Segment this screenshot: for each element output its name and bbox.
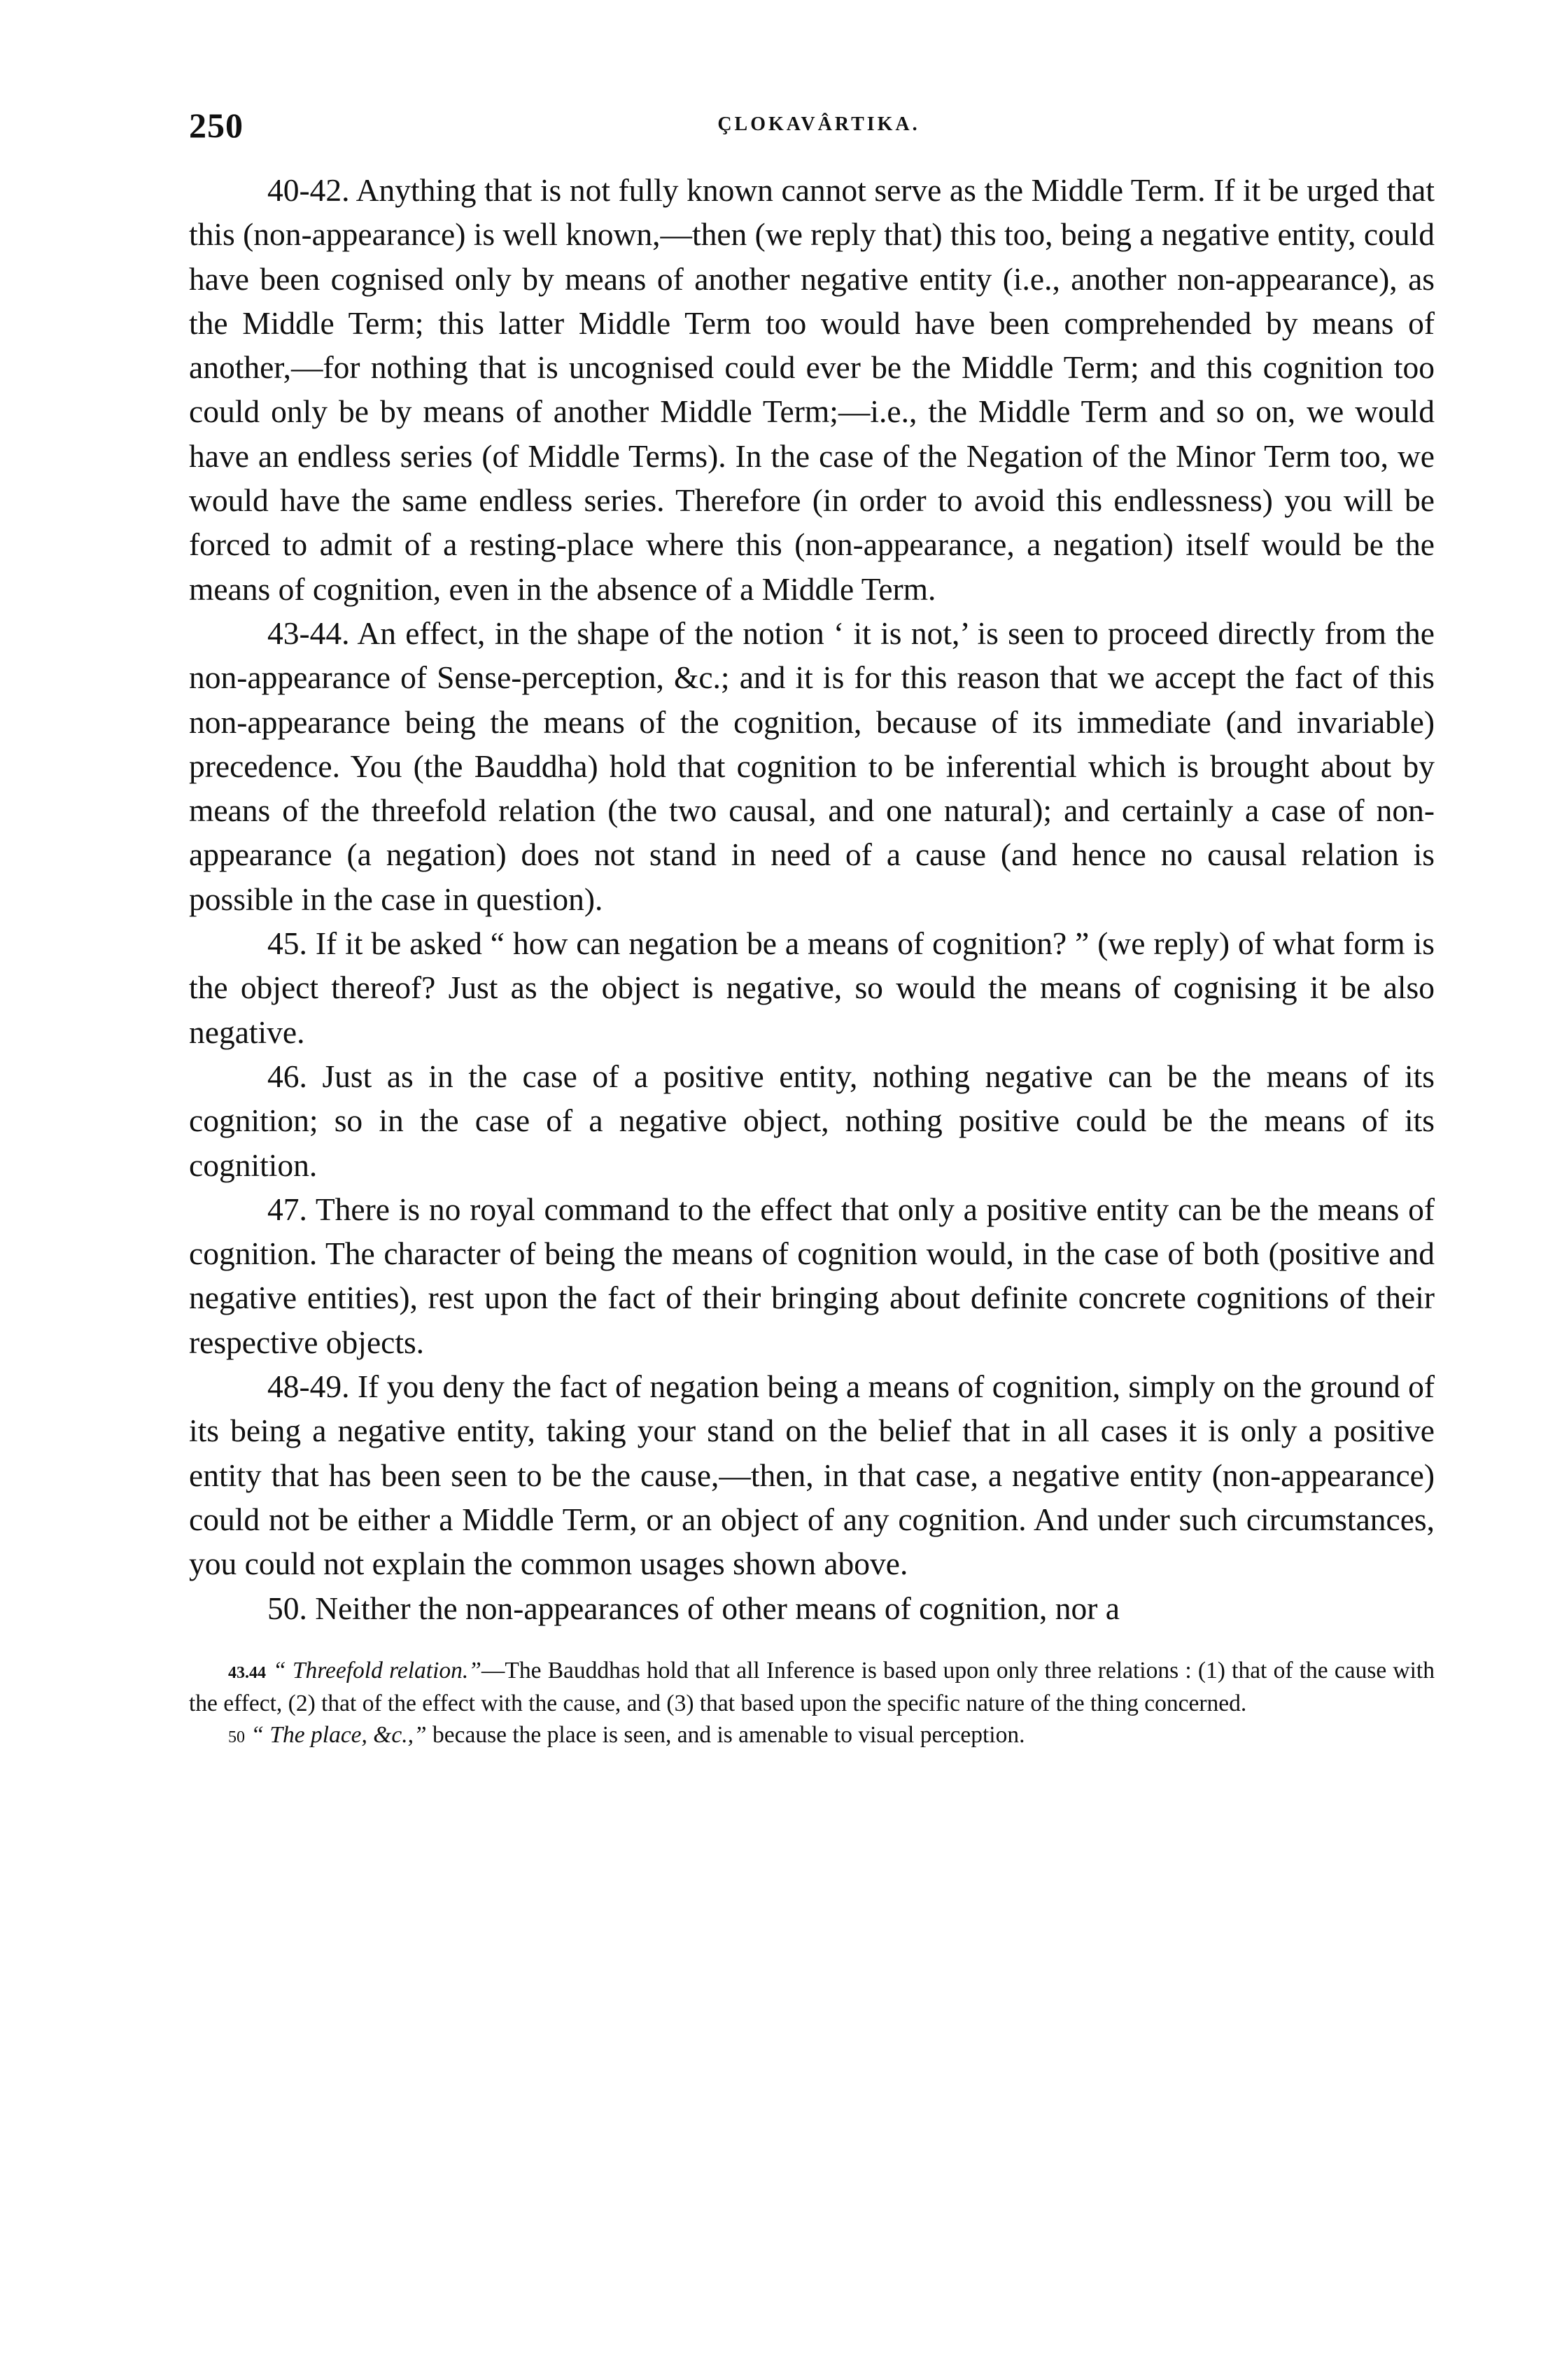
verse-number: 40-42. — [267, 172, 350, 208]
paragraph-43-44 — [189, 611, 1435, 921]
footnote-43-44 — [189, 1656, 1435, 1720]
running-title: ÇLOKAVÂRTIKA. — [717, 113, 920, 135]
footnote-marker: 43.44 — [228, 1663, 266, 1682]
paragraph-text: There is no royal command to the effect that only a positive entity can be the means of cognition. The character of being the means of cognition would, in the case of both (positive and negative entities), rest upon the fact of their bringing about definite concrete cognitions of their respective objects. — [189, 1191, 1435, 1360]
paragraph-text: Just as in the case of a positive entity, nothing negative can be the means of its cognition; so in the case of a negative object, nothing positive could be the means of its cognition. — [189, 1058, 1435, 1183]
paragraph-text: An effect, in the shape of the notion ‘ it is not,’ is seen to proceed directly from the non-appearance of Sense-perception, &c.; and it is for this reason that we accept the fact of this non-appearance being the means of the cognition, because of its immediate (and invariable) precedence. You (the Bauddha) hold that cognition to be inferential which is brought about by means of the threefold relation (the two causal, and one natural); and certainly a case of non-appearance (a negation) does not stand in need of a cause (and hence no causal relation is possible in the case in question). — [189, 615, 1435, 917]
verse-number: 50. — [267, 1590, 307, 1626]
footnote-text: —The Bauddhas hold that all Inference is based upon only three relations : (1) that of the cause with the effect, (2) that of the effect with the cause, and (3) that based upon the specific nature of the thing concerned. — [189, 1657, 1435, 1717]
paragraph-47 — [189, 1187, 1435, 1364]
paragraph-46 — [189, 1054, 1435, 1187]
verse-number: 43-44. — [267, 615, 350, 651]
running-head — [189, 105, 1435, 168]
paragraph-text: Neither the non-appearances of other means of cognition, nor a — [315, 1590, 1120, 1626]
footnote-marker: 50 — [228, 1728, 245, 1746]
paragraph-50 — [189, 1586, 1435, 1630]
paragraph-48-49 — [189, 1364, 1435, 1586]
body-text — [189, 168, 1435, 1630]
verse-number: 45. — [267, 925, 307, 962]
verse-number: 48-49. — [267, 1368, 350, 1405]
paragraph-40-42 — [189, 168, 1435, 611]
paragraph-text: If you deny the fact of negation being a means of cognition, simply on the ground of its being a negative entity, taking your stand on the belief that in all cases it is only a positive entity that has been seen to be the cause,—then, in that case, a negative entity (non-appearance) could not be either a Middle Term, or an object of any cognition. And under such circumstances, you could not explain the common usages shown above. — [189, 1368, 1435, 1582]
page-number: 250 — [189, 106, 244, 145]
footnotes — [189, 1656, 1435, 1754]
footnote-quote: “ The place, &c.,” — [251, 1721, 427, 1748]
footnote-50 — [189, 1720, 1435, 1754]
verse-number: 47. — [267, 1191, 307, 1227]
footnote-quote: “ Threefold relation.” — [273, 1657, 481, 1684]
paragraph-text: If it be asked “ how can negation be a means of cognition? ” (we reply) of what form is the object thereof? Just as the object is negative, so would the means of cognising it be also negative. — [189, 925, 1435, 1050]
page-content — [189, 105, 1435, 1753]
verse-number: 46. — [267, 1058, 307, 1094]
paragraph-45 — [189, 921, 1435, 1054]
paragraph-text: Anything that is not fully known cannot serve as the Middle Term. If it be urged that this (non-appearance) is well known,—then (we reply that) this too, being a negative entity, could have been cognised only by means of another negative entity (i.e., another non-appearance), as the Middle Term; this latter Middle Term too would have been comprehended by means of another,—for nothing that is uncognised could ever be the Middle Term; and this cognition too could only be by means of another Middle Term;—i.e., the Middle Term and so on, we would have an endless series (of Middle Terms). In the case of the Negation of the Minor Term too, we would have the same endless series. Therefore (in order to avoid this endlessness) you will be forced to admit of a resting-place where this (non-appearance, a negation) itself would be the means of cognition, even in the absence of a Middle Term. — [189, 172, 1435, 607]
footnote-text: because the place is seen, and is amenable to visual perception. — [426, 1721, 1025, 1748]
